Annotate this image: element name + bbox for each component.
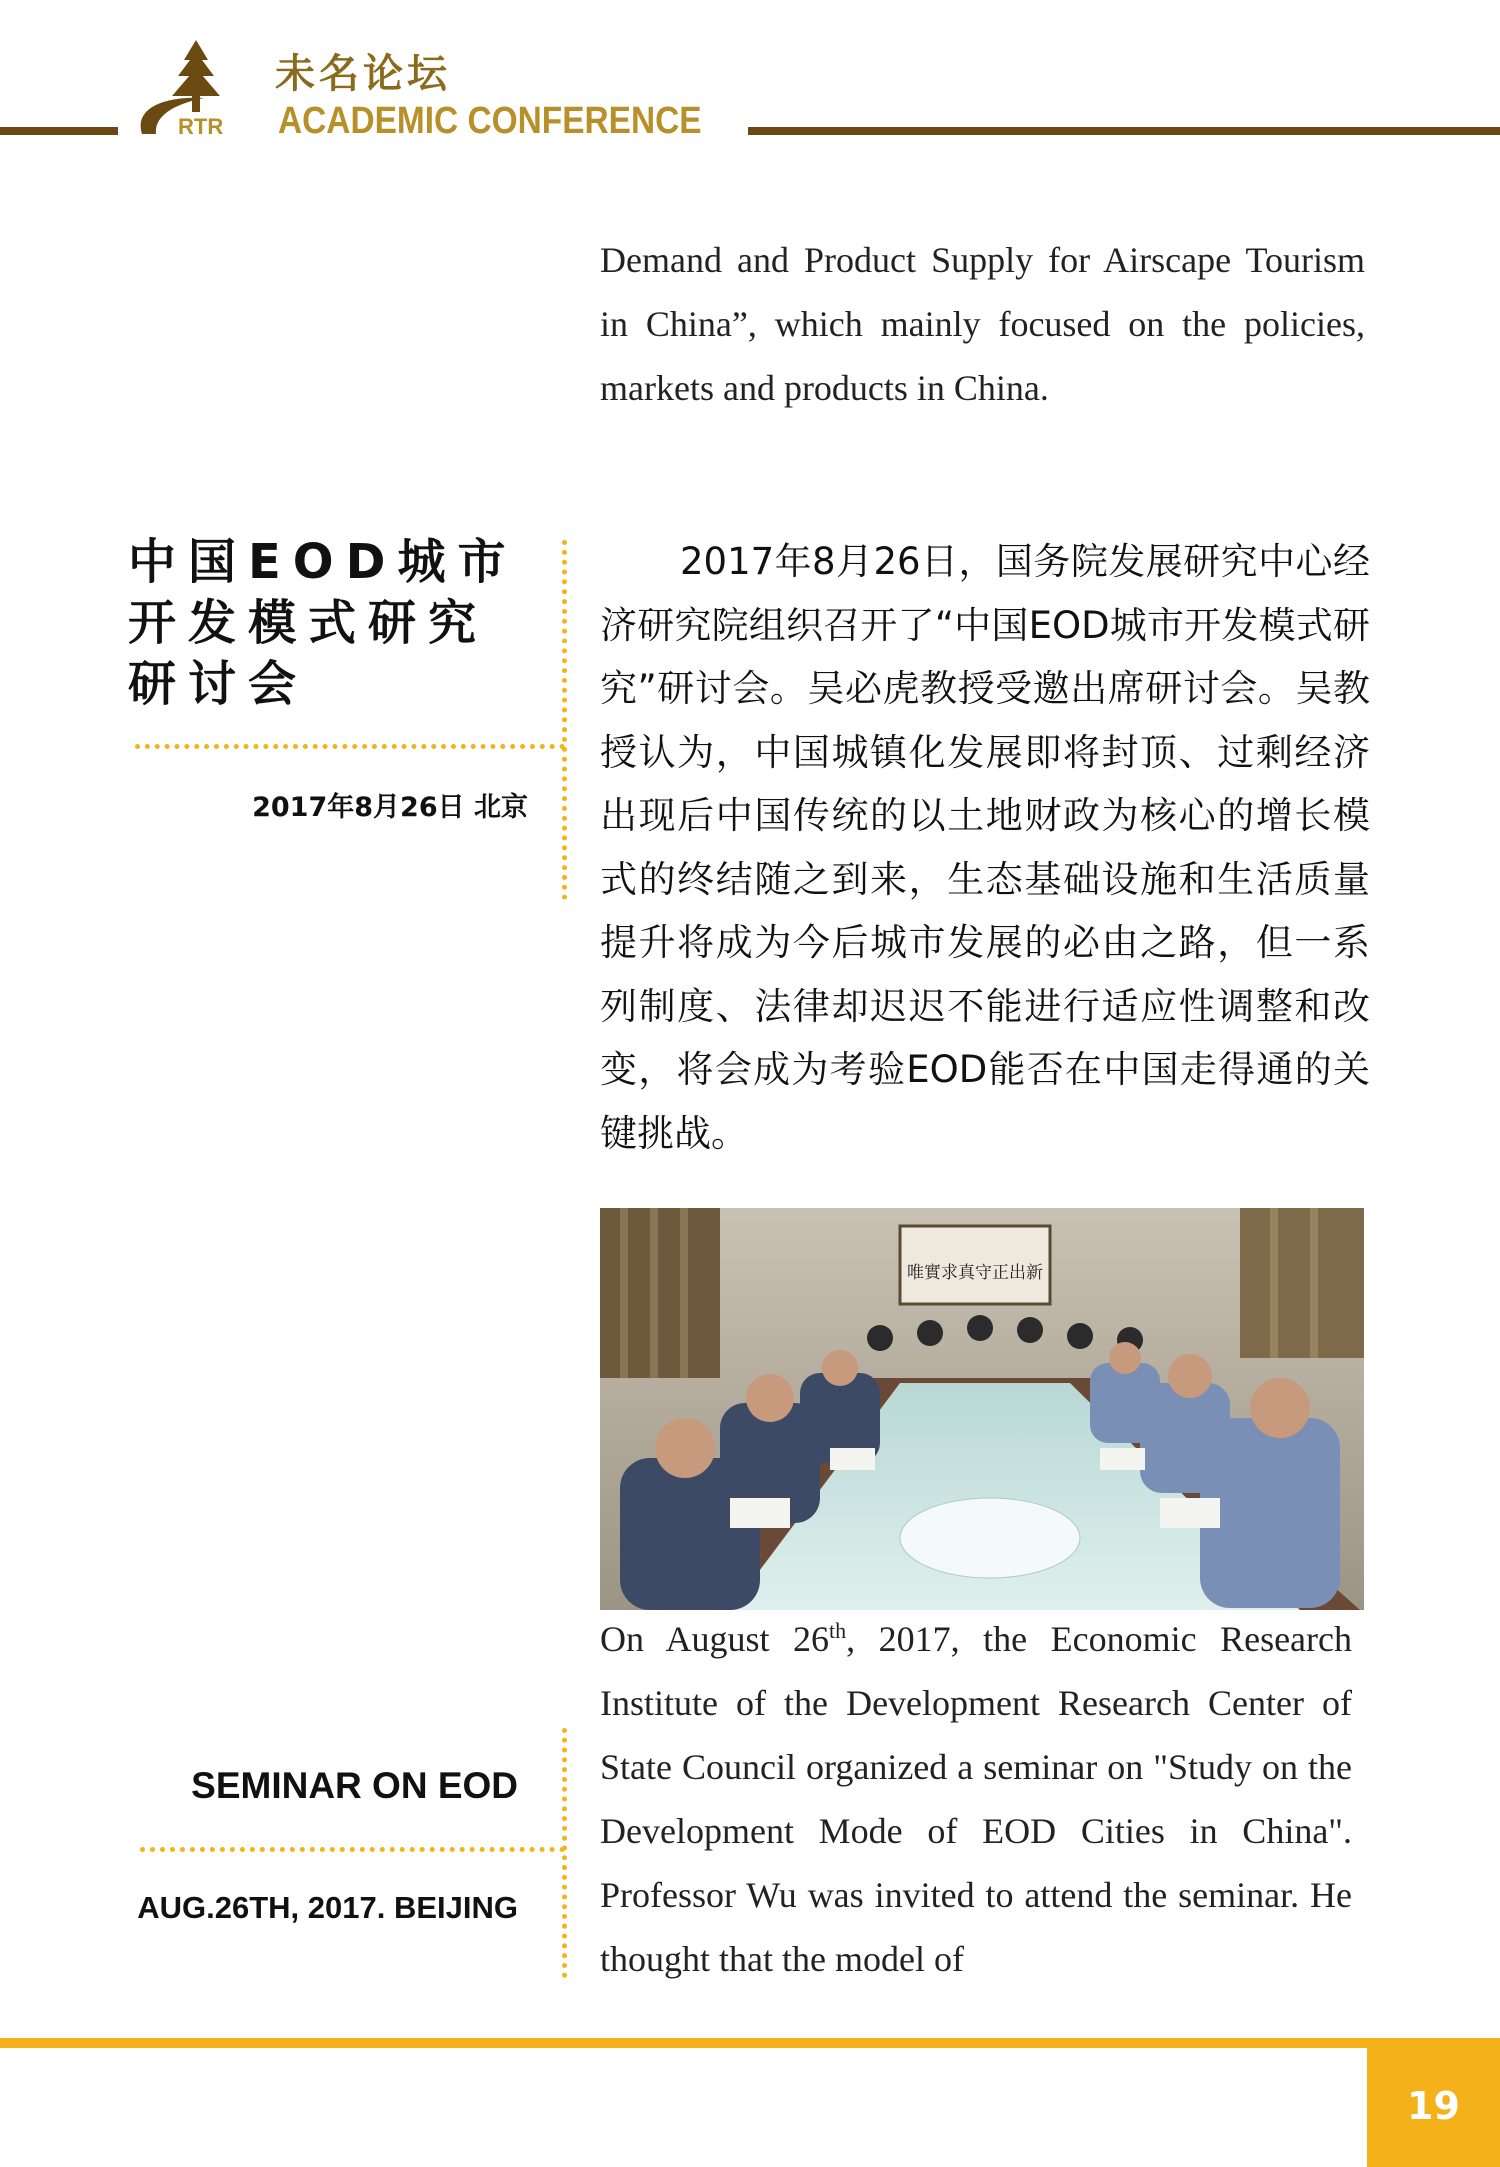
seminar-photo-image: [600, 1208, 1364, 1610]
calligraphy-text: 唯實求真守正出新: [907, 1263, 1043, 1283]
title-divider-en: [140, 1847, 565, 1852]
intro-paragraph: Demand and Product Supply for Airscape Tourism in China”, which mainly focused on the policies, markets and products in China.: [600, 240, 1365, 408]
article-body-cn: 2017年8月26日，国务院发展研究中心经济研究院组织召开了“中国EOD城市开发模式研究”研讨会。吴必虎教授受邀出席研讨会。吴教授认为，中国城镇化发展即将封顶、过剩经济出现后中国传统的以土地财政为核心的增长模式的终结随之到来，生态基础设施和生活质量提升将成为今后城市发展的必由之路，但一系列制度、法律却迟迟不能进行适应性调整和改变，将会成为考验EOD能否在中国走得通的关键挑战。: [600, 540, 1370, 1155]
header-rule-left: [0, 127, 118, 135]
title-rule-vertical-en: [562, 1728, 567, 1978]
article-date-en: AUG.26TH, 2017. BEIJING: [137, 1890, 518, 1925]
article-body-en: [600, 1607, 1352, 1991]
article-title-cn: 中国EOD城市开发模式研究研讨会: [128, 534, 518, 712]
article-body-en-sup: th: [829, 1618, 847, 1643]
title-divider-cn: [135, 744, 565, 749]
logo-mark: RTR: [178, 114, 224, 138]
article-date-cn: 2017年8月26日 北京: [252, 792, 528, 823]
article-body-en-rest: , 2017, the Economic Research Institute of the Development Research Center of State Council organized a seminar on "Study on the Development Mode of EOD Cities in China". Professor Wu was invited to attend the seminar. He thought that the model of: [600, 1619, 1353, 1979]
header-rule-right: [748, 127, 1500, 135]
logo-chinese-title: 未名论坛: [275, 50, 451, 97]
article-title-en: SEMINAR ON EOD: [191, 1765, 518, 1806]
article-body-en-lead: On August 26: [600, 1619, 830, 1659]
footer-rule: [0, 2038, 1500, 2048]
page-number: 19: [1407, 2084, 1460, 2128]
tree-logo-icon: [134, 38, 254, 138]
title-rule-vertical-cn: [562, 540, 567, 900]
page-number-box: [1367, 2048, 1500, 2167]
seminar-photo: [600, 1208, 1364, 1610]
logo-english-title: ACADEMIC CONFERENCE: [278, 100, 702, 142]
page-header: [0, 0, 1500, 150]
